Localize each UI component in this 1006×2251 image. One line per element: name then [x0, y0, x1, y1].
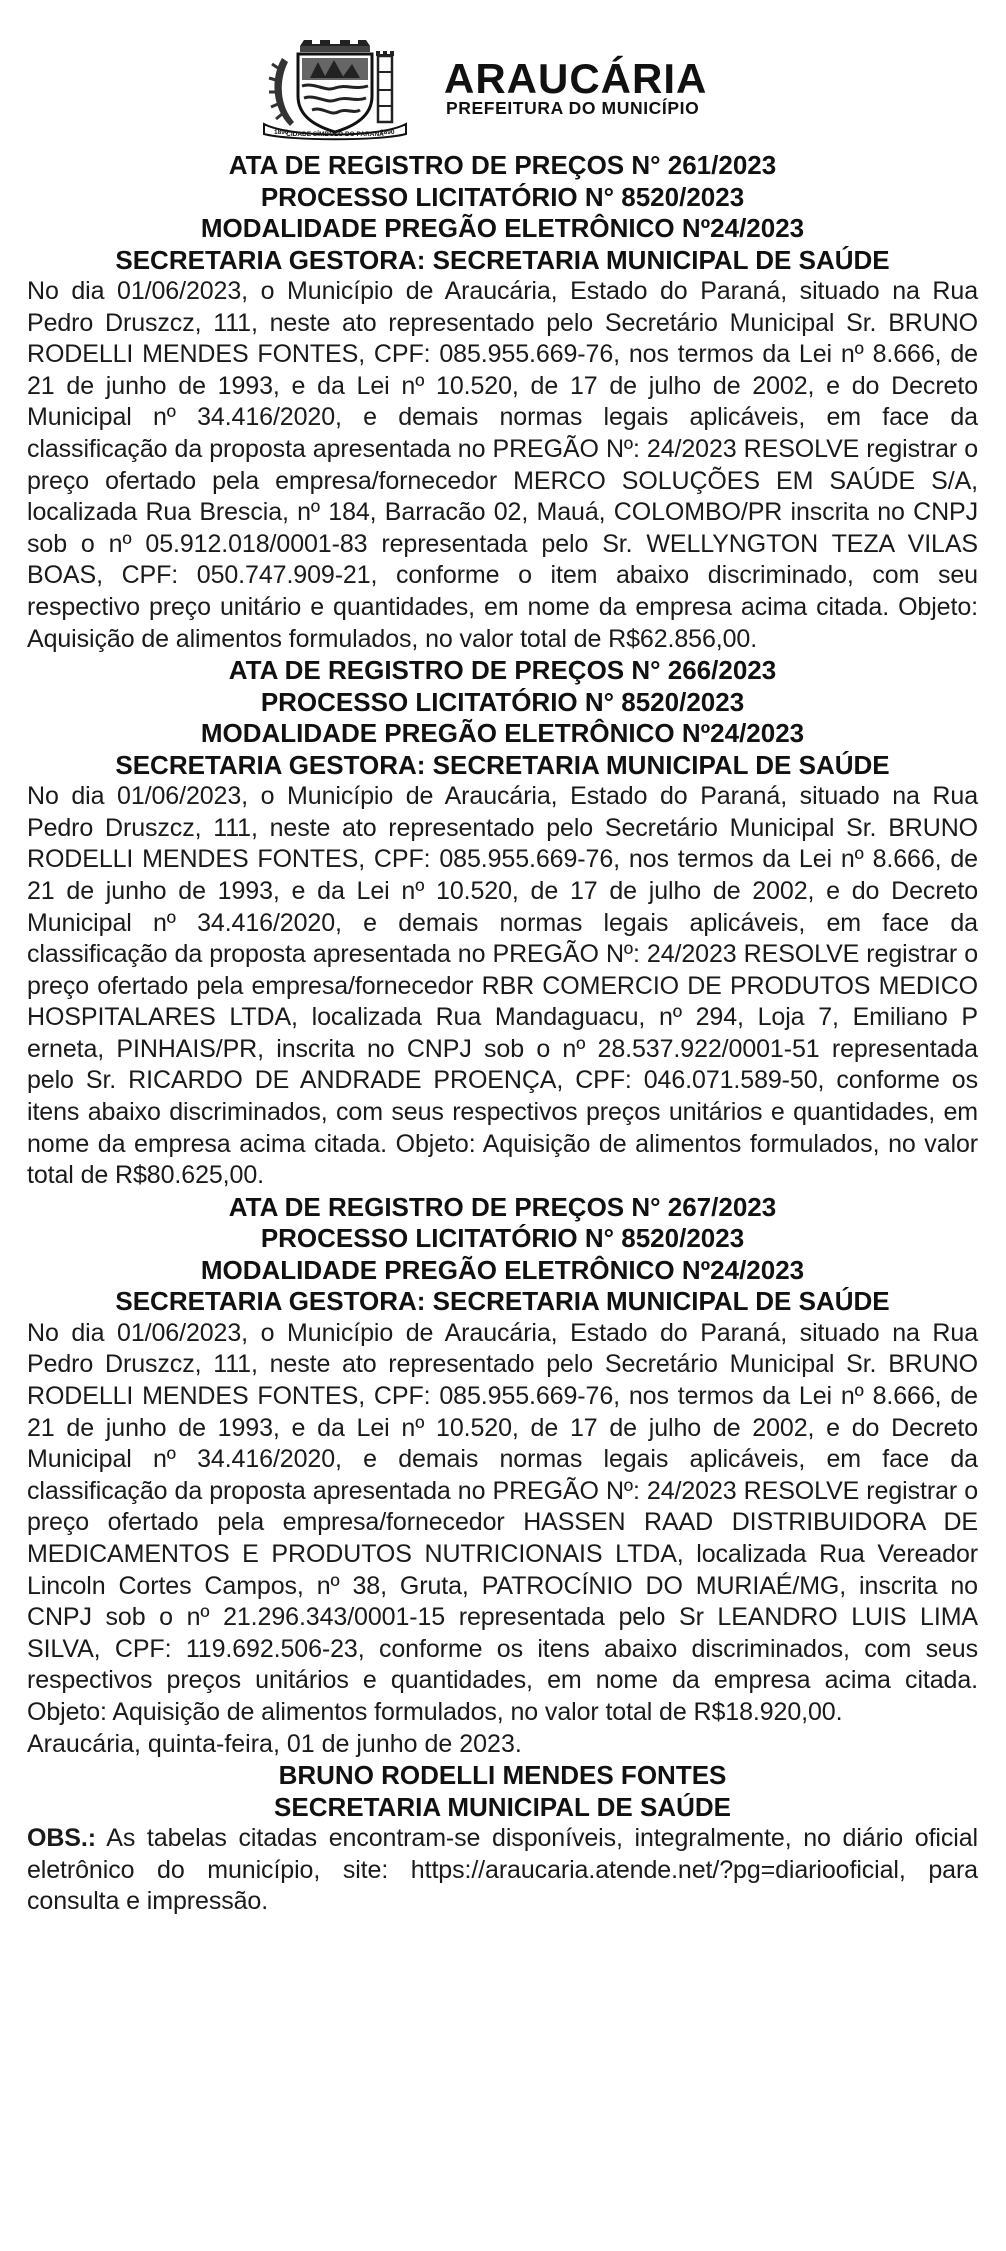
secretariat-title: SECRETARIA GESTORA: SECRETARIA MUNICIPAL DE SAÚDE	[115, 244, 890, 275]
secretariat-title: SECRETARIA GESTORA: SECRETARIA MUNICIPAL DE SAÚDE	[115, 1286, 890, 1317]
ata-body: No dia 01/06/2023, o Município de Araucária, Estado do Paraná, situado na Rua Pedro Druszcz, 111, neste ato representado pelo Secretário Municipal Sr. BRUNO RODELLI MENDES FONTES, CPF: 085.955.669-76, nos termos da Lei nº 8.666, de 21 de junho de 1993, e da Lei nº 10.520, de 17 de julho de 2002, e do Decreto Municipal nº 34.416/2020, e demais normas legais aplicáveis, em face da classificação da proposta apresentada no PREGÃO Nº: 24/2023 RESOLVE registrar o preço ofertado pela empresa/fornecedor RBR COMERCIO DE PRODUTOS MEDICO HOSPITALARES LTDA, localizada Rua Mandaguacu, nº 294, Loja 7, Emiliano P erneta, PINHAIS/PR, inscrita no CNPJ sob o nº 28.537.922/0001-51 representada pelo Sr. RICARDO DE ANDRADE PROENÇA, CPF: 046.071.589-50, conforme os itens abaixo discriminados, com seus respectivos preços unitários e quantidades, em nome da empresa acima citada. Objeto: Aquisição de alimentos formulados, no valor total de R$80.625,00.	[27, 782, 978, 1190]
process-title: PROCESSO LICITATÓRIO N° 8520/2023	[260, 181, 745, 212]
place-date: Araucária, quinta-feira, 01 de junho de 2023.	[27, 1729, 522, 1758]
crest-year-right: 1890	[380, 129, 395, 136]
ata-body: No dia 01/06/2023, o Município de Araucária, Estado do Paraná, situado na Rua Pedro Druszcz, 111, neste ato representado pelo Secretário Municipal Sr. BRUNO RODELLI MENDES FONTES, CPF: 085.955.669-76, nos termos da Lei nº 8.666, de 21 de junho de 1993, e da Lei nº 10.520, de 17 de julho de 2002, e do Decreto Municipal nº 34.416/2020, e demais normas legais aplicáveis, em face da classificação da proposta apresentada no PREGÃO Nº: 24/2023 RESOLVE registrar o preço ofertado pela empresa/fornecedor MERCO SOLUÇÕES EM SAÚDE S/A, localizada Rua Brescia, nº 184, Barracão 02, Mauá, COLOMBO/PR inscrita no CNPJ sob o nº 05.912.018/0001-83 representada pelo Sr. WELLYNGTON TEZA VILAS BOAS, CPF: 050.747.909-21, conforme o item abaixo discriminado, com seu respectivo preço unitário e quantidades, em nome da empresa acima citada. Objeto: Aquisição de alimentos formulados, no valor total de R$62.856,00.	[27, 277, 978, 653]
document-closing	[27, 1729, 978, 1918]
brand-subtitle: PREFEITURA DO MUNICÍPIO	[446, 98, 700, 118]
modality-title: MODALIDADE PREGÃO ELETRÔNICO Nº24/2023	[200, 1254, 805, 1285]
process-title: PROCESSO LICITATÓRIO N° 8520/2023	[260, 1223, 745, 1254]
document-header	[27, 0, 978, 150]
obs-note	[27, 1823, 978, 1918]
brand-name: ARAUCÁRIA	[444, 55, 708, 102]
ata-title: ATA DE REGISTRO DE PREÇOS N° 267/2023	[228, 1191, 777, 1222]
signer-name: BRUNO RODELLI MENDES FONTES	[278, 1760, 727, 1791]
modality-title: MODALIDADE PREGÃO ELETRÔNICO Nº24/2023	[200, 213, 805, 243]
ata-title: ATA DE REGISTRO DE PREÇOS N° 266/2023	[228, 655, 777, 686]
ata-title: ATA DE REGISTRO DE PREÇOS N° 261/2023	[228, 150, 777, 180]
ata-section-261	[27, 150, 978, 655]
signer-role: SECRETARIA MUNICIPAL DE SAÚDE	[274, 1791, 731, 1822]
obs-label: OBS.:	[27, 1824, 96, 1853]
obs-text: As tabelas citadas encontram-se disponíveis, integralmente, no diário oficial eletrônico do município, site: https://araucaria.atende.net/?pg=diariooficial, para consulta e impressão.	[27, 1824, 978, 1916]
process-title: PROCESSO LICITATÓRIO N° 8520/2023	[260, 686, 745, 717]
ata-section-267	[27, 1192, 978, 1729]
modality-title: MODALIDADE PREGÃO ELETRÔNICO Nº24/2023	[200, 718, 805, 749]
secretariat-title: SECRETARIA GESTORA: SECRETARIA MUNICIPAL DE SAÚDE	[115, 749, 890, 780]
ata-body: No dia 01/06/2023, o Município de Araucária, Estado do Paraná, situado na Rua Pedro Druszcz, 111, neste ato representado pelo Secretário Municipal Sr. BRUNO RODELLI MENDES FONTES, CPF: 085.955.669-76, nos termos da Lei nº 8.666, de 21 de junho de 1993, e da Lei nº 10.520, de 17 de julho de 2002, e do Decreto Municipal nº 34.416/2020, e demais normas legais aplicáveis, em face da classificação da proposta apresentada no PREGÃO Nº: 24/2023 RESOLVE registrar o preço ofertado pela empresa/fornecedor HASSEN RAAD DISTRIBUIDORA DE MEDICAMENTOS E PRODUTOS NUTRICIONAIS LTDA, localizada Rua Vereador Lincoln Cortes Campos, nº 38, Gruta, PATROCÍNIO DO MURIAÉ/MG, inscrita no CNPJ sob o nº 21.296.343/0001-15 representada pelo Sr LEANDRO LUIS LIMA SILVA, CPF: 119.692.506-23, conforme os itens abaixo discriminados, com seus respectivos preços unitários e quantidades, em nome da empresa acima citada. Objeto: Aquisição de alimentos formulados, no valor total de R$18.920,00.	[27, 1318, 978, 1726]
crest-year-left: 1890	[274, 129, 289, 136]
crest-motto: CIDADE SÍMBOLO DO PARANÁ	[286, 131, 384, 138]
ata-section-266	[27, 655, 978, 1192]
municipal-coat-of-arms-icon	[260, 38, 410, 141]
